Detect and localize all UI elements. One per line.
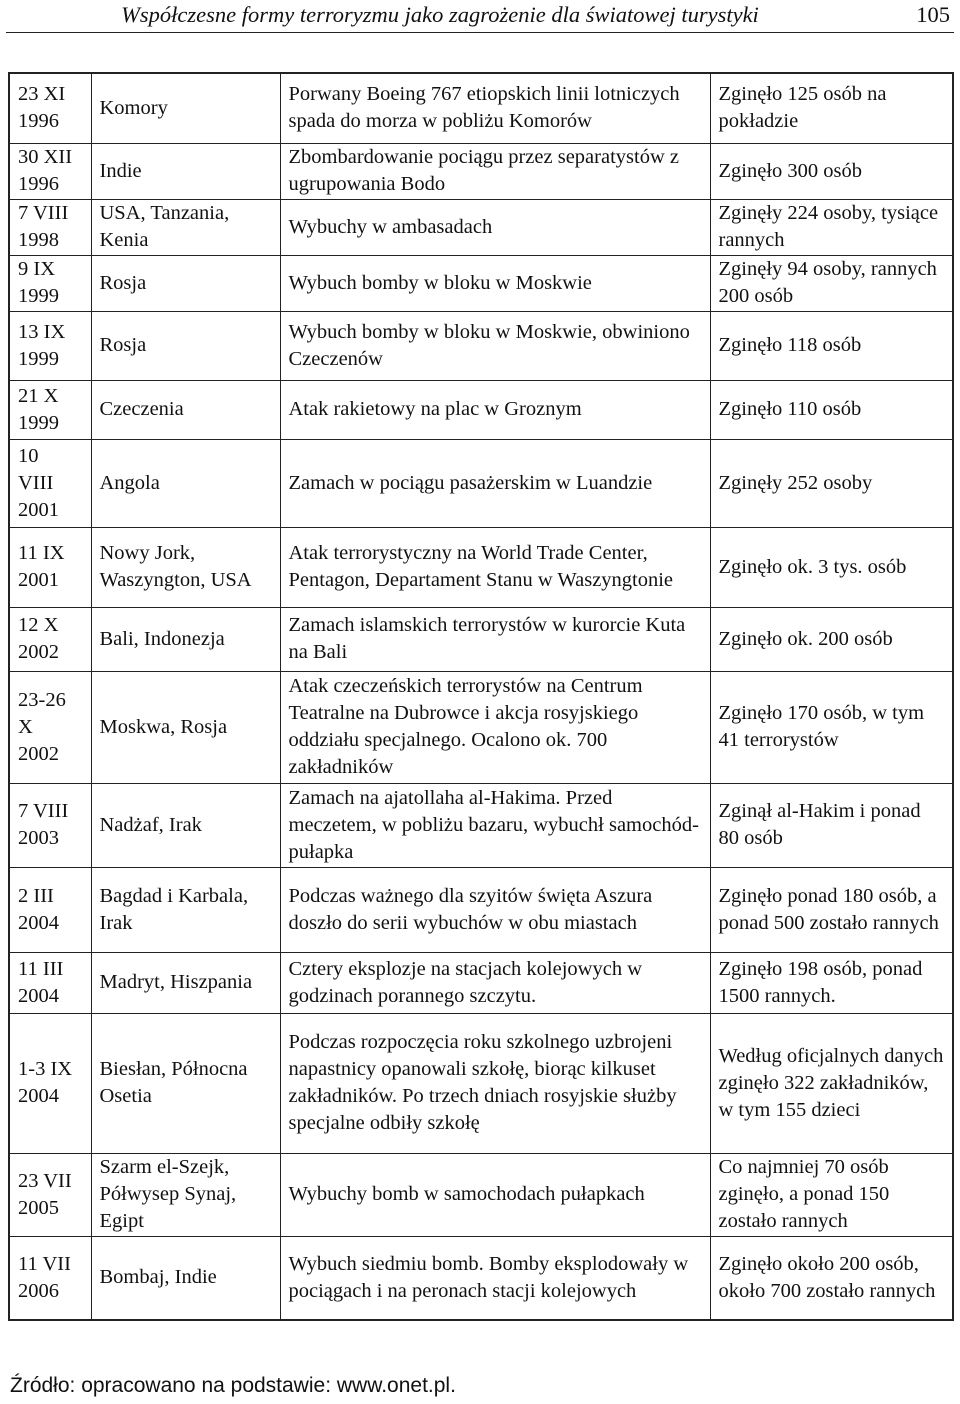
table-row [9, 867, 953, 952]
date-cell [9, 527, 91, 607]
date-line: 7 VIII [18, 800, 69, 822]
event-cell: Cztery eksplozje na stacjach kolejowych w godzinach porannego szczytu. [280, 952, 710, 1013]
event-cell: Zamach islamskich terrorystów w kurorcie Kuta na Bali [280, 607, 710, 671]
victims-cell: Zginął al-Hakim i ponad 80 osób [710, 783, 953, 867]
table-row [9, 73, 953, 143]
date-cell [9, 867, 91, 952]
table-row [9, 255, 953, 311]
victims-cell: Zginęły 252 osoby [710, 439, 953, 527]
date-cell [9, 439, 91, 527]
table-row [9, 1236, 953, 1320]
date-cell [9, 73, 91, 143]
date-cell [9, 1013, 91, 1153]
event-cell: Wybuch bomby w bloku w Moskwie [280, 255, 710, 311]
place-cell: Bali, Indonezja [91, 607, 280, 671]
victims-cell: Zginęło 198 osób, ponad 1500 rannych. [710, 952, 953, 1013]
date-line: 2001 [18, 498, 59, 521]
place-cell: Rosja [91, 311, 280, 380]
victims-cell: Zginęło 125 osób na pokładzie [710, 73, 953, 143]
table-row [9, 1153, 953, 1236]
source-note: Źródło: opracowano na podstawie: www.onet.pl. [10, 1374, 456, 1397]
date-line: 11 III [18, 957, 64, 980]
page-header [6, 0, 954, 33]
victims-cell: Zginęło 110 osób [710, 380, 953, 439]
date-cell [9, 255, 91, 311]
table-row [9, 311, 953, 380]
date-line: 2006 [18, 1279, 59, 1302]
terror-events-table [8, 72, 954, 1321]
date-line: 2005 [18, 1196, 59, 1219]
table-row [9, 439, 953, 527]
date-line: 9 IX [18, 258, 56, 280]
date-line: 30 XII [18, 146, 73, 168]
victims-cell: Zginęło około 200 osób, około 700 zostało rannych [710, 1236, 953, 1320]
date-line: 21 X [18, 384, 59, 407]
date-line: 2004 [18, 984, 59, 1007]
victims-cell: Zginęło 300 osób [710, 143, 953, 199]
table-row [9, 1013, 953, 1153]
event-cell: Zamach w pociągu pasażerskim w Luandzie [280, 439, 710, 527]
table-row [9, 380, 953, 439]
event-cell: Wybuchy bomb w samochodach pułapkach [280, 1153, 710, 1236]
date-line: 11 IX [18, 542, 65, 564]
date-line: 23 XI [18, 83, 66, 106]
victims-cell: Zginęło ponad 180 osób, a ponad 500 zostało rannych [710, 867, 953, 952]
victims-cell: Zginęło 118 osób [710, 311, 953, 380]
date-cell [9, 311, 91, 380]
event-cell: Atak czeczeńskich terrorystów na Centrum Teatralne na Dubrowce i akcja rosyjskiego oddziału specjalnego. Ocalono ok. 700 zakładników [280, 671, 710, 783]
place-cell: Czeczenia [91, 380, 280, 439]
table-row [9, 783, 953, 867]
event-cell: Podczas ważnego dla szyitów święta Aszura doszło do serii wybuchów w obu miastach [280, 867, 710, 952]
date-line: 13 IX [18, 320, 66, 343]
date-line: 2004 [18, 911, 59, 934]
date-line: 1998 [18, 229, 59, 251]
event-cell: Atak rakietowy na plac w Groznym [280, 380, 710, 439]
date-line: 1999 [18, 285, 59, 307]
date-cell [9, 1153, 91, 1236]
date-cell [9, 1236, 91, 1320]
place-cell: Nadżaf, Irak [91, 783, 280, 867]
date-line: 2002 [18, 742, 59, 765]
date-line: 11 VII [18, 1252, 71, 1275]
date-line: 2002 [18, 641, 59, 663]
date-cell [9, 671, 91, 783]
page-number: 105 [916, 2, 950, 27]
place-cell: Moskwa, Rosja [91, 671, 280, 783]
victims-cell: Zginęły 224 osoby, tysiące rannych [710, 199, 953, 255]
date-line: 1-3 IX [18, 1058, 73, 1080]
place-cell: Angola [91, 439, 280, 527]
victims-cell: Zginęły 94 osoby, rannych 200 osób [710, 255, 953, 311]
date-line: 2003 [18, 827, 59, 849]
date-cell [9, 952, 91, 1013]
date-cell [9, 380, 91, 439]
date-line: X [18, 715, 33, 738]
place-cell: USA, Tanzania, Kenia [91, 199, 280, 255]
place-cell: Biesłan, Północna Osetia [91, 1013, 280, 1153]
place-cell: Rosja [91, 255, 280, 311]
date-line: 12 X [18, 614, 59, 636]
table-row [9, 199, 953, 255]
event-cell: Porwany Boeing 767 etiopskich linii lotniczych spada do morza w pobliżu Komorów [280, 73, 710, 143]
date-line: 2 III [18, 884, 54, 907]
date-line: 1996 [18, 173, 59, 195]
date-line: 23-26 [18, 688, 66, 711]
date-line: 2001 [18, 569, 59, 591]
place-cell: Bagdad i Karbala, Irak [91, 867, 280, 952]
event-cell: Wybuch siedmiu bomb. Bomby eksplodowały w pociągach i na peronach stacji kolejowych [280, 1236, 710, 1320]
date-cell [9, 783, 91, 867]
table-body [9, 73, 953, 1320]
event-cell: Wybuchy w ambasadach [280, 199, 710, 255]
place-cell: Madryt, Hiszpania [91, 952, 280, 1013]
date-line: 7 VIII [18, 202, 69, 224]
place-cell: Komory [91, 73, 280, 143]
date-cell [9, 143, 91, 199]
date-line: 23 VII [18, 1169, 72, 1192]
victims-cell: Według oficjalnych danych zginęło 322 zakładników, w tym 155 dzieci [710, 1013, 953, 1153]
date-line: 10 [18, 444, 39, 467]
table-row [9, 607, 953, 671]
date-line: 1999 [18, 347, 59, 370]
date-line: 1999 [18, 411, 59, 434]
victims-cell: Co najmniej 70 osób zginęło, a ponad 150 zostało rannych [710, 1153, 953, 1236]
event-cell: Atak terrorystyczny na World Trade Center, Pentagon, Departament Stanu w Waszyngtonie [280, 527, 710, 607]
place-cell: Indie [91, 143, 280, 199]
date-line: VIII [18, 471, 54, 494]
table-row [9, 143, 953, 199]
victims-cell: Zginęło ok. 3 tys. osób [710, 527, 953, 607]
event-cell: Wybuch bomby w bloku w Moskwie, obwiniono Czeczenów [280, 311, 710, 380]
date-line: 2004 [18, 1085, 59, 1107]
date-cell [9, 199, 91, 255]
event-cell: Zbombardowanie pociągu przez separatystów z ugrupowania Bodo [280, 143, 710, 199]
date-line: 1996 [18, 110, 59, 133]
date-cell [9, 607, 91, 671]
victims-cell: Zginęło ok. 200 osób [710, 607, 953, 671]
victims-cell: Zginęło 170 osób, w tym 41 terrorystów [710, 671, 953, 783]
event-cell: Podczas rozpoczęcia roku szkolnego uzbrojeni napastnicy opanowali szkołę, biorąc kilkuset zakładników. Po trzech dniach rosyjskie służby specjalne odbiły szkołę [280, 1013, 710, 1153]
place-cell: Szarm el-Szejk, Półwysep Synaj, Egipt [91, 1153, 280, 1236]
table-row [9, 952, 953, 1013]
place-cell: Bombaj, Indie [91, 1236, 280, 1320]
table-row [9, 671, 953, 783]
running-title: Współczesne formy terroryzmu jako zagrożenie dla światowej turystyki [121, 2, 759, 27]
table-row [9, 527, 953, 607]
event-cell: Zamach na ajatollaha al-Hakima. Przed meczetem, w pobliżu bazaru, wybuchł samochód-pułapka [280, 783, 710, 867]
place-cell: Nowy Jork, Waszyngton, USA [91, 527, 280, 607]
